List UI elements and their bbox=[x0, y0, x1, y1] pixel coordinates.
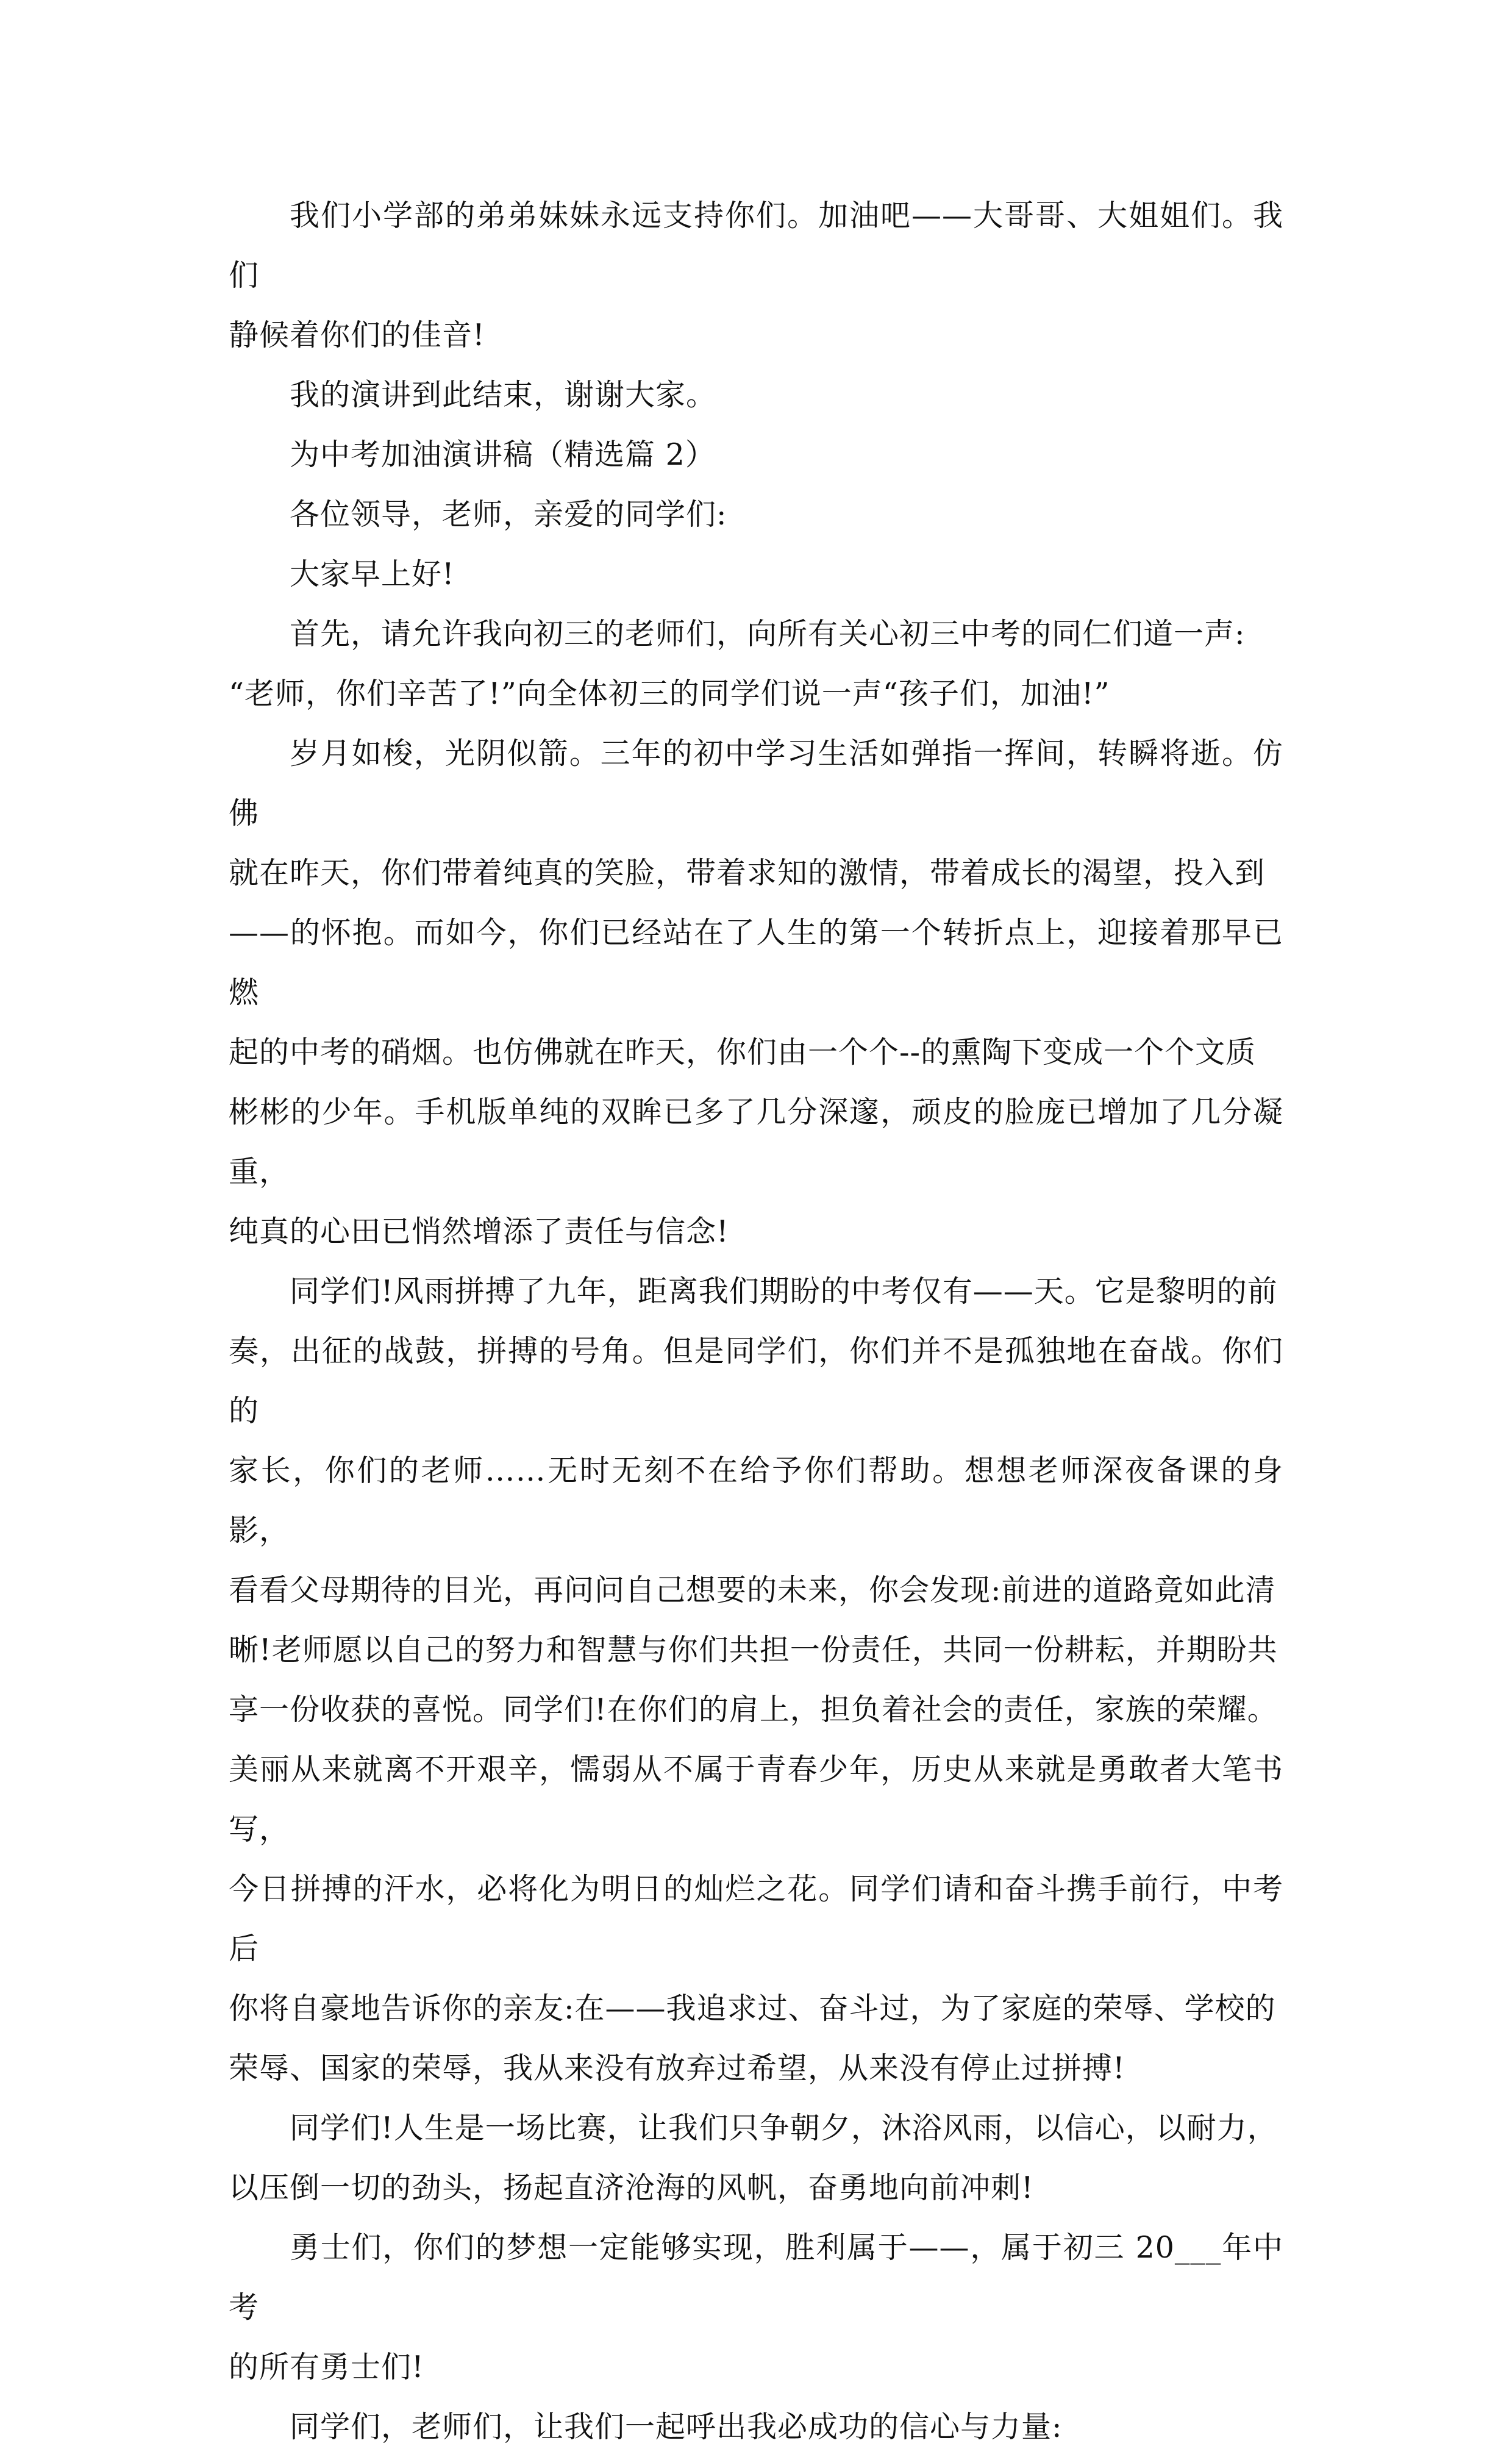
paragraph-warriors: 勇士们，你们的梦想一定能够实现，胜利属于——，属于初三 20___年中考 的所有勇士们! bbox=[229, 2230, 1283, 2384]
paragraph-classmates: 同学们!风雨拼搏了九年，距离我们期盼的中考仅有——天。它是黎明的前 奏，出征的战鼓，拼搏的号角。但是同学们，你们并不是孤独地在奋战。你们的 家长，你们的老师……无时无刻不在给予你们帮助。想想老师深夜备课的身影， 看看父母期待的目光，再问问自己想要的未来，你会发现:前进的道路竟如此清 晰!老师愿以自己的努力和智慧与你们共担一份责任，共同一份耕耘，并期盼共 享一份收获的喜悦。同学们!在你们的肩上，担负着社会的责任，家族的荣耀。 美丽从来就离不开艰辛，懦弱从不属于青春少年，历史从来就是勇敢者大笔书写， 今日拼搏的汗水，必将化为明日的灿烂之花。同学们请和奋斗携手前行，中考后 你将自豪地告诉你的亲友:在——我追求过、奋斗过，为了家庭的荣辱、学校的 荣辱、国家的荣辱，我从来没有放弃过希望，从来没有停止过拼搏! bbox=[229, 1274, 1283, 2086]
greeting: 大家早上好! bbox=[290, 557, 455, 592]
section-title: 为中考加油演讲稿（精选篇 2） bbox=[290, 437, 716, 472]
document-body bbox=[229, 186, 1283, 2457]
paragraph-support: 我们小学部的弟弟妹妹永远支持你们。加油吧——大哥哥、大姐姐们。我们 静候着你们的佳音! bbox=[229, 198, 1283, 352]
paragraph-closing: 我的演讲到此结束，谢谢大家。 bbox=[290, 377, 717, 412]
paragraph-time: 岁月如梭，光阴似箭。三年的初中学习生活如弹指一挥间，转瞬将逝。仿佛 就在昨天，你们带着纯真的笑脸，带着求知的激情，带着成长的渴望，投入到 ——的怀抱。而如今，你们已经站在了人生的第一个转折点上，迎接着那早已燃 起的中考的硝烟。也仿佛就在昨天，你们由一个个--的熏陶下变成一个个文质 彬彬的少年。手机版单纯的双眸已多了几分深邃，顽皮的脸庞已增加了几分凝重， 纯真的心田已悄然增添了责任与信念! bbox=[229, 736, 1283, 1249]
paragraph-thanks: 首先，请允许我向初三的老师们，向所有关心初三中考的同仁们道一声: “老师，你们辛苦了!”向全体初三的同学们说一声“孩子们，加油!” bbox=[229, 617, 1246, 711]
salutation: 各位领导，老师，亲爱的同学们: bbox=[290, 497, 727, 532]
paragraph-call: 同学们，老师们，让我们一起呼出我必成功的信心与力量: bbox=[290, 2409, 1063, 2444]
paragraph-race: 同学们!人生是一场比赛，让我们只争朝夕，沐浴风雨，以信心，以耐力， 以压倒一切的劲头，扬起直济沧海的风帆，奋勇地向前冲刺! bbox=[229, 2111, 1278, 2205]
